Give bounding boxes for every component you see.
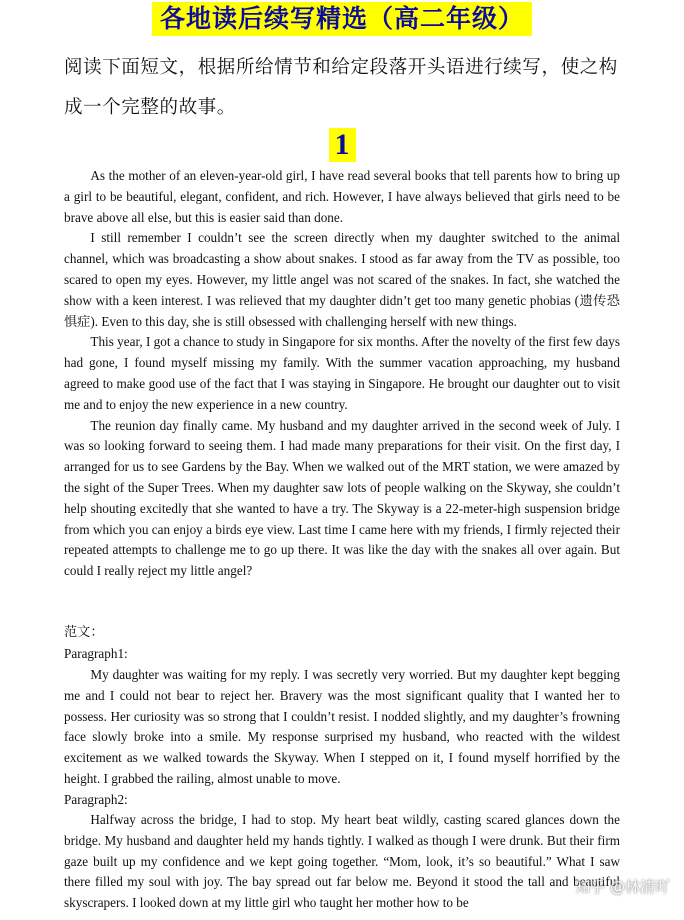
paragraph1-text xyxy=(64,665,620,790)
answer-paragraph-2: Halfway across the bridge, I had to stop. My heart beat wildly, casting scared glances down the bridge. My husband and daughter held my hands tightly. I walked as though I were drunk. But their firm gaze built up my confidence and we kept going together. “Mom, look, it’s so beautiful.” What I saw there filled my soul with joy. The bay spread out far below me. Beyond it stood the tall and beautiful skyscrapers. I looked down at my little girl who taught her mother how to be xyxy=(64,812,620,911)
story-paragraph: This year, I got a chance to study in Singapore for six months. After the novelty of the first few days had gone, I found myself missing my family. With the summer vacation approaching, my husband agreed to make good use of the fact that I was staying in Singapore. He brought our daughter out to visit me and to enjoy the new experience in a new country. xyxy=(64,334,620,412)
page-title: 各地读后续写精选（高二年级） xyxy=(152,2,532,36)
section-number: 1 xyxy=(329,128,356,162)
instruction-text: 阅读下面短文，根据所给情节和给定段落开头语进行续写，使之构成一个完整的故事。 xyxy=(64,57,618,118)
title-wrap xyxy=(0,2,684,36)
answer-paragraph-1: My daughter was waiting for my reply. I was secretly very worried. But my daughter kept begging me and I could not bear to reject her. Bravery was the most significant quality that I wanted her to possess. Her curiosity was so strong that I couldn’t resist. I nodded slightly, and my daughter’s frowning face slowly broke into a smile. My response surprised my husband, who reacted with the wildest excitement as we walked towards the Skyway. When I stepped on it, I found myself horrified by the height. I grabbed the railing, almost unable to move. xyxy=(64,667,620,786)
story-paragraph: The reunion day finally came. My husband and my daughter arrived in the second week of July. I was so looking forward to seeing them. I had made many preparations for their visit. On the first day, I arranged for us to see Gardens by the Bay. When we walked out of the MRT station, we were amazed by the sight of the Super Trees. When my daughter saw lots of people walking on the Skyway, she couldn’t help shouting excitedly that she wanted to have a try. The Skyway is a 22-meter-high suspension bridge from which you can enjoy a birds eye view. Last time I came here with my friends, I firmly rejected their repeated attempts to challenge me to go up there. It was like the day with the snakes all over again. But could I really reject my little angel? xyxy=(64,417,620,579)
model-answer-label: 范文： xyxy=(64,624,104,639)
story-paragraph: I still remember I couldn’t see the screen directly when my daughter switched to the animal channel, which was broadcasting a show about snakes. I stood as far away from the TV as possible, too scared to open my eyes. However, my little angel was not scared of the snakes. In fact, she watched the show with a keen interest. I was relieved that my daughter didn’t get too many genetic phobias (遗传恐惧症). Even to this day, she is still obsessed with challenging herself with new things. xyxy=(64,230,620,329)
story-paragraph: As the mother of an eleven-year-old girl, I have read several books that tell parents how to bring up a girl to be beautiful, elegant, confident, and rich. However, I have always believed that girls need to be brave above all else, but this is easier said than done. xyxy=(64,168,620,225)
number-wrap xyxy=(0,128,684,162)
story-text xyxy=(64,166,620,582)
paragraph2-label: Paragraph2: xyxy=(64,792,128,807)
paragraph2-text xyxy=(64,810,620,914)
watermark: 知乎 @林清吖 xyxy=(575,878,670,896)
paragraph1-label: Paragraph1: xyxy=(64,646,128,661)
